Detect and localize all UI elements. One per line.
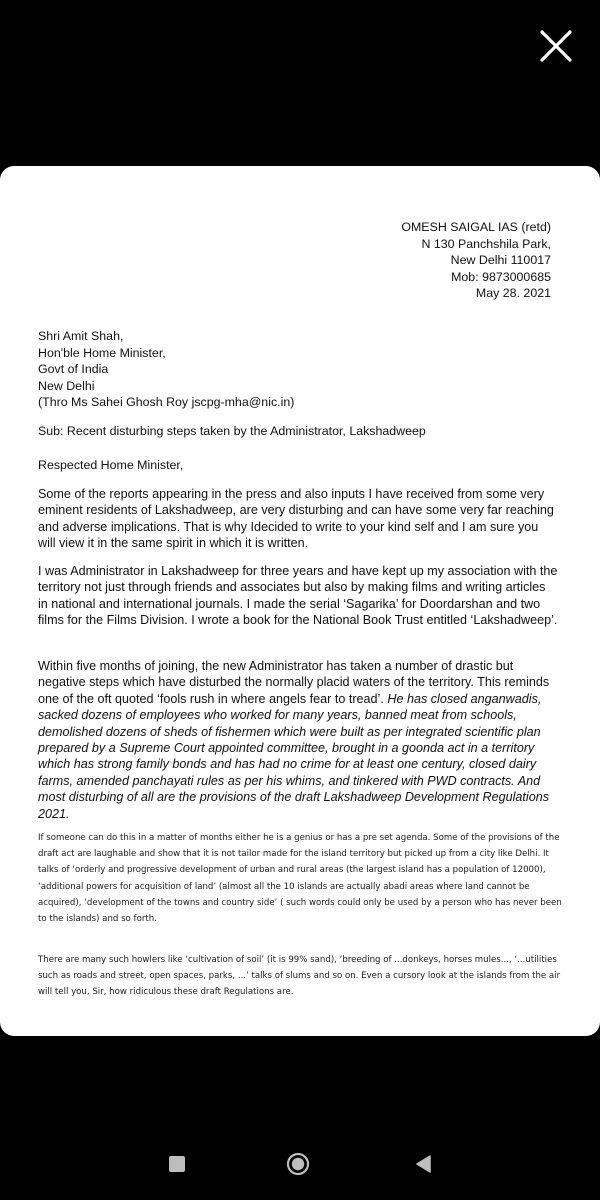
close-button[interactable] (532, 22, 580, 70)
recipient-line: New Delhi (38, 378, 95, 393)
letter-paragraph: If someone can do this in a matter of months either he is a genius or has a pre set agenda. Some of the provisions of the draft act are laughable and show that it is not tailor made for the island territory but picked up from a city like Delhi. It talks of ‘orderly and progressive development of urban and rural areas (the largest island has a population of 12000), ‘additional powers for acquisition of land’ (almost all the 10 islands are actually abadi areas where land cannot be acquired), ‘development of the towns and country side’ ( such words could only be used by a person who has never been to the islands) and so forth. (38, 833, 562, 925)
letter-date: May 28. 2021 (475, 286, 551, 301)
recipient-line: Shri Amit Shah, (38, 329, 124, 343)
recipient-line: Hon'ble Home Minister, (38, 345, 166, 360)
letter-image (0, 166, 600, 1036)
letter-paragraph: Some of the reports appearing in the press and also inputs I have received from some very eminent residents of Lakshadweep, are very disturbing and can have some very far reaching and adverse implications. That is why Idecided to write to your kind self and I am sure you will view it in the same spirit in which it is written. (38, 487, 554, 551)
close-icon (532, 22, 580, 70)
letter-salutation: Respected Home Minister, (38, 458, 184, 472)
letter-subject: Sub: Recent disturbing steps taken by the Administrator, Lakshadweep (38, 424, 426, 438)
letter-paragraph (38, 658, 558, 822)
recipient-address (38, 328, 294, 411)
triangle-back-icon (412, 1152, 436, 1176)
paragraph-italic-text: He has closed anganwadis, sacked dozens of employees who worked for many years, banned meat from schools, demolished dozens of sheds of fishermen which were built as per integrated scientific plan prepared by a Supreme Court appointed committee, brought in a goonda act in a territory which has strong family bonds and has had no crime for at least one century, closed dairy farms, amended panchayati rules as per his whims, and tinkered with PWD contracts. And most disturbing of all are the provisions of the draft Lakshadweep Development Regulations 2021. (38, 691, 550, 821)
sender-city: New Delhi 110017 (450, 253, 551, 268)
circle-icon (286, 1152, 310, 1176)
letter-paragraph: I was Administrator in Lakshadweep for three years and have kept up my association with the territory not just through friends and associates but also by making films and writing articles in national and international journals. I made the serial ‘Sagarika’ for Doordarshan and two films for the Films Division. I wrote a book for the National Book Trust entitled ‘Lakshadweep’. (38, 564, 558, 628)
recents-button[interactable] (165, 1152, 189, 1176)
sender-name: OMESH SAIGAL IAS (retd) (401, 220, 551, 234)
recipient-line: (Thro Ms Sahei Ghosh Roy jscpg-mha@nic.in) (38, 395, 295, 410)
navigation-bar (0, 1128, 600, 1200)
sender-address (401, 219, 551, 302)
sender-mobile: Mob: 9873000685 (451, 269, 551, 284)
paragraph-text: Within five months of joining, the new Administrator has taken a number of drastic but negative steps which have disturbed the normally placid waters of the territory. This reminds one of the oft quoted ‘fools rush in where angels fear to tread’. (38, 659, 550, 706)
letter-paragraph: There are many such howlers like ‘cultivation of soil’ (it is 99% sand), ‘breeding of ...donkeys, horses mules..., ‘...utilities such as roads and street, open spaces, parks, ...’ talks of slums and so on. Even a cursory look at the islands from the air will tell you, Sir, how ridiculous these draft Regulations are. (38, 955, 561, 998)
home-button[interactable] (286, 1152, 310, 1176)
square-icon (165, 1152, 189, 1176)
recipient-line: Govt of India (38, 362, 109, 377)
sender-address-line: N 130 Panchshila Park, (421, 236, 551, 251)
back-button[interactable] (412, 1152, 436, 1176)
